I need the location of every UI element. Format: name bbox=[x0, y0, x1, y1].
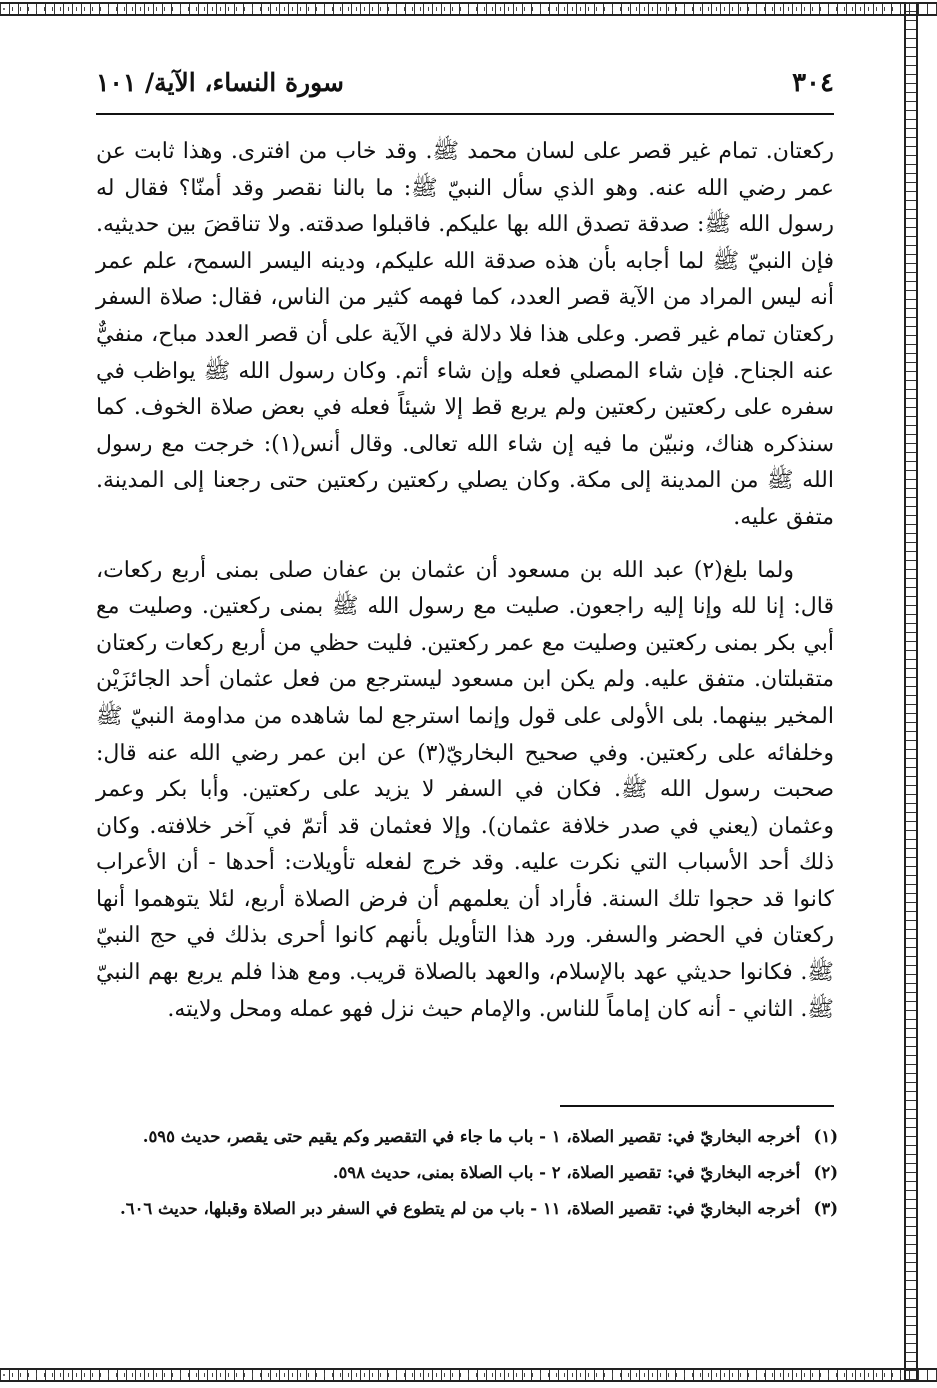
paragraph-2: ولما بلغ(٢) عبد الله بن مسعود أن عثمان بن عفان صلى بمنى أربع ركعات، قال: إنا لله وإنا إليه راجعون. صليت مع رسول الله ﷺ بمنى ركعتين. وصليت مع أبي بكر بمنى ركعتين وصليت مع عمر ركعتين. فليت حظي من أربع ركعات ركعتان متقبلتان. متفق عليه. ولم يكن ابن مسعود ليسترجع من فعل عثمان أحد الجائزَيْن المخير بينهما. بلى الأولى على قول وإنما استرجع لما شاهده من مداومة النبيّ ﷺ وخلفائه على ركعتين. وفي صحيح البخاريّ(٣) عن ابن عمر رضي الله عنه قال: صحبت رسول الله ﷺ. فكان في السفر لا يزيد على ركعتين. وأبا بكر وعمر وعثمان (يعني في صدر خلافة عثمان). وإلا فعثمان قد أتمّ في آخر خلافته. وكان ذلك أحد الأسباب التي نكرت عليه. وقد خرج لفعله تأويلات: أحدها - أن الأعراب كانوا قد حجوا تلك السنة. فأراد أن يعلمهم أن فرض الصلاة أربع، لئلا يتوهموا أنها ركعتان في الحضر والسفر. ورد هذا التأويل بأنهم كانوا أحرى بذلك في حج النبيّ ﷺ. فكانوا حديثي عهد بالإسلام، والعهد بالصلاة قريب. ومع هذا فلم يربع بهم النبيّ ﷺ. الثاني - أنه كان إماماً للناس. والإمام حيث نزل فهو عمله ومحل ولايته. bbox=[96, 557, 834, 1022]
header-rule bbox=[96, 113, 834, 115]
page-number: ٣٠٤ bbox=[792, 68, 834, 98]
footnotes bbox=[96, 1124, 838, 1232]
footnote-text: أخرجه البخاريّ في: تقصير الصلاة، ١ - باب ما جاء في التقصير وكم يقيم حتى يقصر، حديث ٥٩٥. bbox=[142, 1127, 801, 1146]
footnote-text: أخرجه البخاريّ في: تقصير الصلاة، ٢ - باب الصلاة بمنى، حديث ٥٩٨. bbox=[332, 1163, 801, 1182]
running-title: سورة النساء، الآية/ ١٠١ bbox=[96, 68, 344, 97]
footnote-rule bbox=[560, 1105, 834, 1107]
decorative-border-right bbox=[904, 2, 918, 1382]
main-text bbox=[96, 134, 834, 1028]
paragraph-1: ركعتان. تمام غير قصر على لسان محمد ﷺ. وقد خاب من افترى. وهذا ثابت عن عمر رضي الله عنه. وهو الذي سأل النبيّ ﷺ: ما بالنا نقصر وقد أمنّا؟ فقال له رسول الله ﷺ: صدقة تصدق الله بها عليكم. فاقبلوا صدقته. ولا تناقضَ بين حديثيه. فإن النبيّ ﷺ لما أجابه بأن هذه صدقة الله عليكم، ودينه اليسر السمح، علم عمر أنه ليس المراد من الآية قصر العدد، كما فهمه كثير من الناس، فقال: صلاة السفر ركعتان تمام غير قصر. وعلى هذا فلا دلالة في الآية على أن قصر العدد مباح، منفيٌّ عنه الجناح. فإن شاء المصلي فعله وإن شاء أتم. وكان رسول الله ﷺ يواظب في سفره على ركعتين ركعتين ولم يربع قط إلا شيئاً فعله في بعض صلاة الخوف. كما سنذكره هناك، ونبيّن ما فيه إن شاء الله تعالى. وقال أنس(١): خرجت مع رسول الله ﷺ من المدينة إلى مكة. وكان يصلي ركعتين ركعتين حتى رجعنا إلى المدينة. متفق عليه. bbox=[96, 139, 834, 530]
footnote-text: أخرجه البخاريّ في: تقصير الصلاة، ١١ - باب من لم يتطوع في السفر دبر الصلاة وقبلها، حديث ٦٠٦. bbox=[119, 1199, 801, 1218]
footnote-1 bbox=[96, 1124, 838, 1150]
footnote-number: (٢) bbox=[813, 1163, 838, 1182]
page-header bbox=[96, 66, 834, 100]
footnote-number: (٣) bbox=[813, 1199, 838, 1218]
decorative-chain-bottom bbox=[0, 1373, 904, 1377]
decorative-chain-top bbox=[0, 7, 904, 11]
footnote-number: (١) bbox=[813, 1127, 838, 1146]
footnote-2 bbox=[96, 1160, 838, 1186]
footnote-3 bbox=[96, 1196, 838, 1222]
